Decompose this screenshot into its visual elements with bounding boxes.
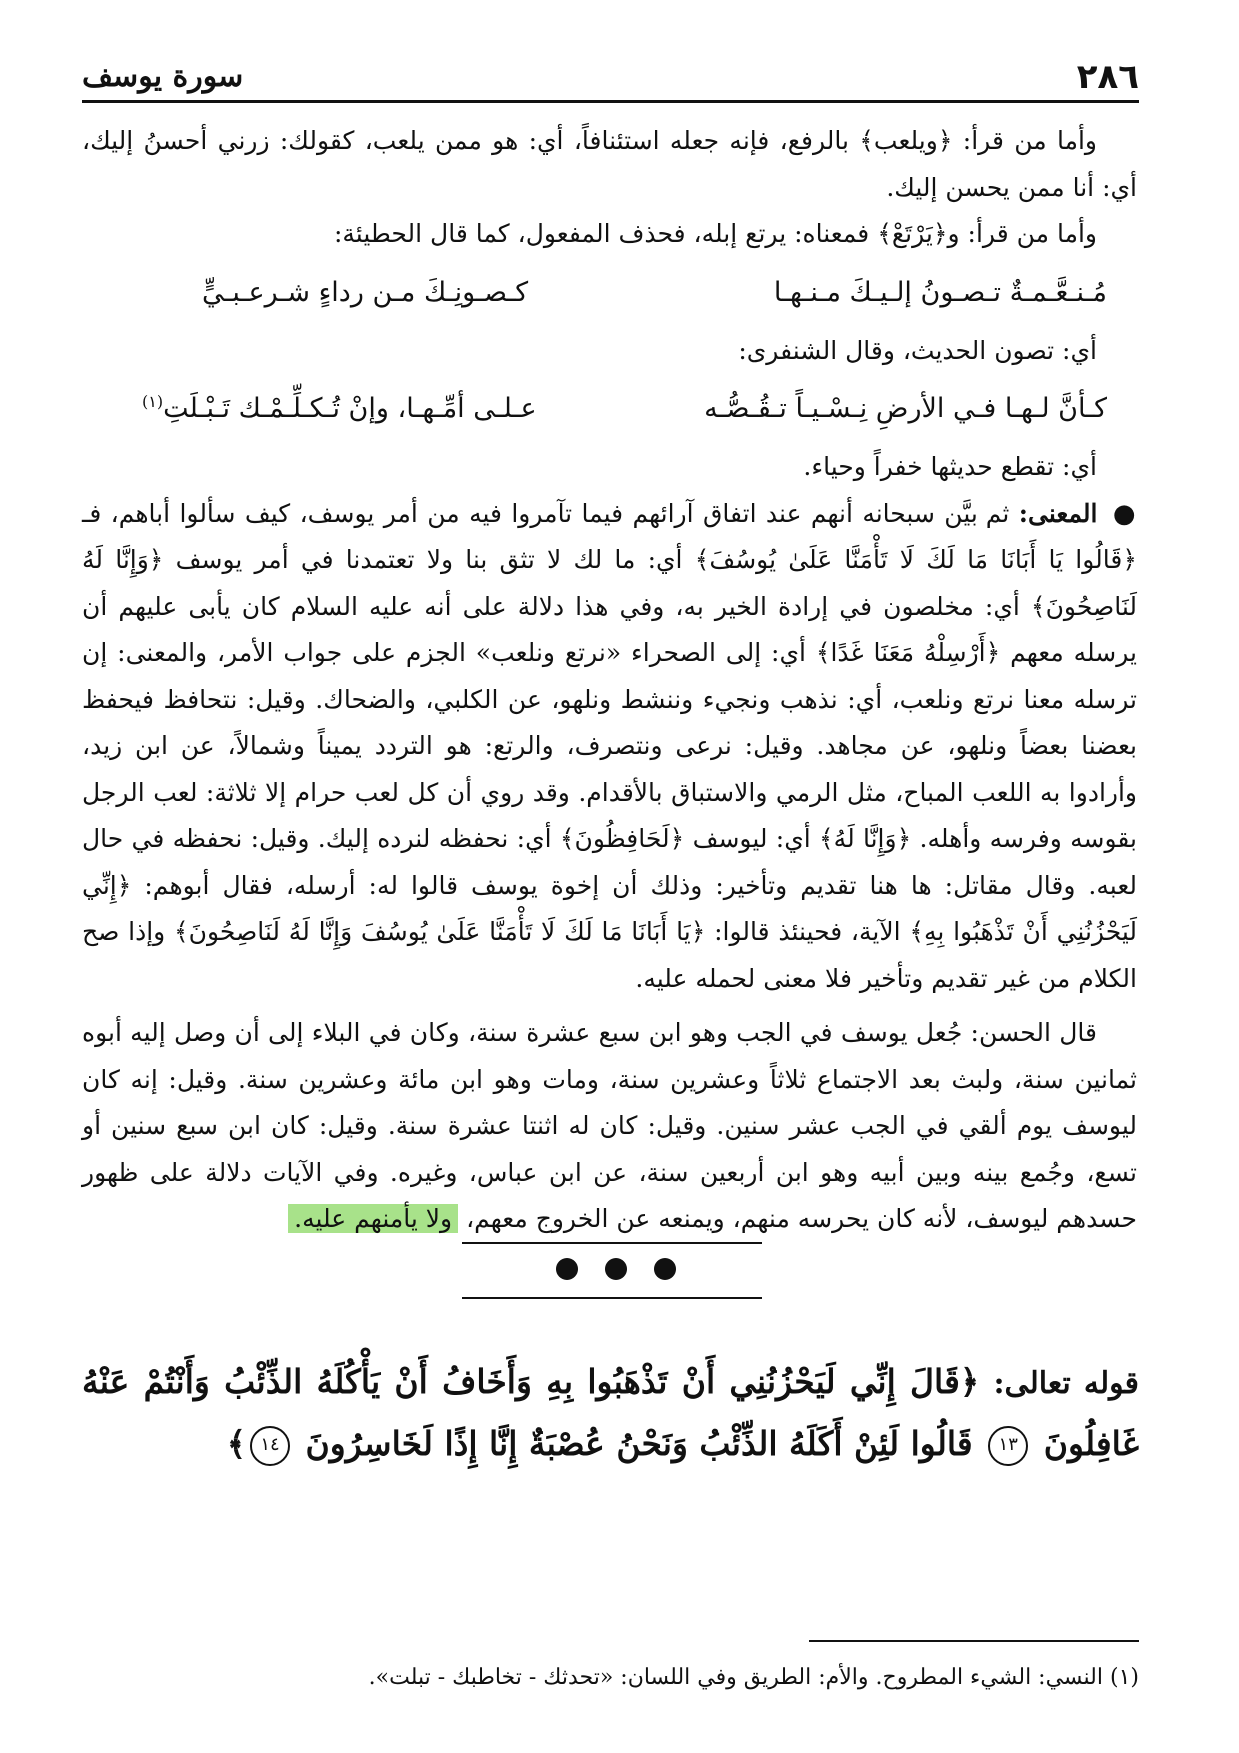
section-divider-bottom (462, 1297, 762, 1299)
footnote: (١) النسي: الشيء المطروح. والأم: الطريق وفي اللسان: «تحدثك - تخاطبك - تبلت». (368, 1665, 1139, 1690)
section-separator-dots (556, 1254, 676, 1284)
section-divider-top (462, 1242, 762, 1244)
footnote-marker: (١) (142, 392, 164, 411)
paragraph-explanation: أي: تصون الحديث، وقال الشنفرى: (738, 335, 1097, 365)
paragraph-reading-yarta: وأما من قرأ: و﴿يَرْتَعْ﴾ فمعناه: يرتع إبله، فحذف المفعول، كما قال الحطيئة: (333, 219, 1097, 248)
paragraph-reading-yalab: وأما من قرأ: ﴿ويلعب﴾ بالرفع، فإنه جعله استئنافاً، أي: هو ممن يلعب، كقولك: زرني أحسنُ إليك، أي: أنا ممن يحسن إليك. (82, 126, 1137, 202)
paragraph-hasan (82, 1010, 1137, 1243)
poem-hemistich-right: مُـنـعَّـمـةٌ تـصـونُ إلـيـكَ مـنـهـا (773, 276, 1107, 308)
poem-verse-hutaia (82, 264, 1137, 322)
ayah-number-icon: ١٤ (250, 1426, 290, 1466)
hasan-text: قال الحسن: جُعل يوسف في الجب وهو ابن سبع عشرة سنة، وكان في البلاء إلى أن وصل إليه أبوه ثمانين سنة، ولبث بعد الاجتماع ثلاثاً وعشرين سنة، ومات وهو ابن مائة وعشرين سنة. وقيل: إنه كان ليوسف يوم ألقي في الجب عشر سنين. وقيل: كان له اثنتا عشرة سنة. وقيل: كان ابن سبع سنين أو تسع، وجُمع بينه وبين أبيه وهو ابن أربعين سنة، عن ابن عباس، وغيره. وفي الآيات دلالة على ظهور حسدهم ليوسف، لأنه كان يحرسه منهم، ويمنعه عن الخروج معهم، (82, 1018, 1137, 1233)
verse-part-2: قَالُوا لَئِنْ أَكَلَهُ الذِّئْبُ وَنَحْنُ عُصْبَةٌ إِنَّا إِذًا لَخَاسِرُونَ (305, 1424, 973, 1463)
poem-verse-shanfara (82, 380, 1137, 438)
poem-hemistich-left: كـصـونِـكَ مـن رداءٍ شـرعـبـيٍّ (202, 276, 529, 308)
dot-icon (605, 1258, 627, 1280)
quran-verse-block (82, 1352, 1139, 1474)
poem-hemistich-left (142, 380, 537, 438)
commentary-body (82, 118, 1137, 1243)
page-header (82, 46, 1139, 103)
highlighted-text: ولا يأمنهم عليه. (288, 1204, 458, 1233)
dot-icon (654, 1258, 676, 1280)
verse-close-bracket: ﴾ (226, 1424, 247, 1463)
verse-part-1: ﴿قَالَ إِنِّي لَيَحْزُنُنِي أَنْ تَذْهَبُوا بِهِ وَأَخَافُ أَنْ يَأْكُلَهُ الذِّئْبُ وَأَنْتُمْ عَنْهُ غَافِلُونَ (82, 1362, 1139, 1463)
ayah-number-icon: ١٣ (988, 1426, 1028, 1466)
footnote-rule (809, 1640, 1139, 1642)
meaning-text: ثم بيَّن سبحانه أنهم عند اتفاق آرائهم فيما تآمروا فيه من أمر يوسف، كيف سألوا أباهم، فـ ﴿قَالُوا يَا أَبَانَا مَا لَكَ لَا تَأْمَنَّا عَلَىٰ يُوسُفَ﴾ أي: ما لك لا تثق بنا ولا تعتمدنا في أمر يوسف ﴿وَإِنَّا لَهُ لَنَاصِحُونَ﴾ أي: مخلصون في إرادة الخير به، وفي هذا دلالة على أنه عليه السلام كان يأبى عليهم أن يرسله معهم ﴿أَرْسِلْهُ مَعَنَا غَدًا﴾ أي: إلى الصحراء «نرتع ونلعب» الجزم على جواب الأمر، والمعنى: إن ترسله معنا نرتع ونلعب، أي: نذهب ونجيء وننشط ونلهو، عن الكلبي، والضحاك. وقيل: نتحافظ فيحفظ بعضنا بعضاً ونلهو، عن مجاهد. وقيل: نرعى ونتصرف، والرتع: هو التردد يميناً وشمالاً، عن ابن زيد، وأرادوا به اللعب المباح، مثل الرمي والاستباق بالأقدام. وقد روي أن كل لعب حرام إلا ثلاثة: لعب الرجل بقوسه وفرسه وأهله. ﴿وَإِنَّا لَهُ﴾ أي: ليوسف ﴿لَحَافِظُونَ﴾ أي: نحفظه لنرده إليك. وقيل: نحفظه في حال لعبه. وقال مقاتل: ها هنا تقديم وتأخير: وذلك أن إخوة يوسف قالوا له: أرسله، فقال أبوهم: ﴿إِنِّي لَيَحْزُنُنِي أَنْ تَذْهَبُوا بِهِ﴾ الآية، فحينئذ قالوا: ﴿يَا أَبَانَا مَا لَكَ لَا تَأْمَنَّا عَلَىٰ يُوسُفَ وَإِنَّا لَهُ لَنَاصِحُونَ﴾ وإذا صح الكلام من غير تقديم وتأخير فلا معنى لحمله عليه. (82, 498, 1137, 993)
paragraph-explanation-2: أي: تقطع حديثها خفراً وحياء. (803, 452, 1097, 481)
verse-lead: قوله تعالى: (993, 1366, 1139, 1401)
meaning-label: المعنى: (1018, 498, 1098, 528)
poem-hemistich-left-text: عـلـى أمِّـهـا، وإنْ تُـكـلِّـمْـك تَـبْـلَتِ (163, 393, 537, 424)
surah-title: سورة يوسف (82, 59, 244, 94)
dot-icon (556, 1258, 578, 1280)
paragraph-meaning (82, 491, 1137, 1003)
page-number: ٢٨٦ (1076, 57, 1139, 97)
bullet-icon: ● (1112, 498, 1137, 529)
poem-hemistich-right: كـأنَّ لـهـا فـي الأرضِ نِـسْـيـاً تـقُـصُّـه (704, 393, 1107, 424)
